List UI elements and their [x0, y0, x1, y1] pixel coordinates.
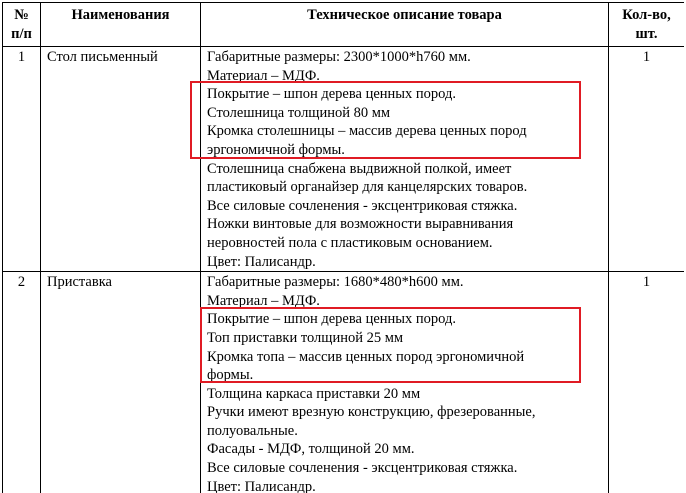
desc-line: эргономичной формы. [207, 141, 345, 158]
desc-line: Материал – МДФ. [207, 292, 320, 309]
desc-line: Габаритные размеры: 1680*480*h600 мм. [207, 274, 464, 291]
desc-line: полуовальные. [207, 422, 298, 439]
desc-line: Кромка топа – массив ценных пород эргономичной [207, 348, 525, 365]
desc-line: Ручки имеют врезную конструкцию, фрезерованные, [207, 404, 536, 421]
row-number: 1 [3, 47, 41, 272]
item-quantity: 1 [609, 272, 685, 493]
desc-line: Покрытие – шпон дерева ценных пород. [207, 311, 456, 328]
desc-line: неровностей пола с пластиковым основанием. [207, 234, 493, 251]
desc-line: Столешница снабжена выдвижной полкой, имеет [207, 160, 512, 177]
header-desc: Техническое описание товара [201, 3, 609, 47]
item-description [201, 47, 609, 272]
desc-line: Ножки винтовые для возможности выравнивания [207, 216, 514, 233]
header-num: № п/п [3, 3, 41, 47]
table-row [3, 272, 685, 493]
desc-line: Все силовые сочленения - эксцентриковая стяжка. [207, 460, 518, 477]
desc-line: Кромка столешницы – массив дерева ценных пород [207, 123, 527, 140]
spec-table [2, 2, 684, 493]
desc-line: Столешница толщиной 80 мм [207, 104, 391, 121]
item-quantity: 1 [609, 47, 685, 272]
desc-line: Фасады - МДФ, толщиной 20 мм. [207, 441, 415, 458]
spec-document [2, 2, 684, 493]
desc-line: Топ приставки толщиной 25 мм [207, 329, 404, 346]
desc-line: формы. [207, 367, 254, 384]
item-name: Приставка [41, 272, 201, 493]
header-row [3, 3, 685, 47]
desc-line: Покрытие – шпон дерева ценных пород. [207, 86, 456, 103]
desc-line: Цвет: Палисандр. [207, 253, 316, 270]
desc-line: Цвет: Палисандр. [207, 478, 316, 493]
desc-line: пластиковый органайзер для канцелярских товаров. [207, 179, 528, 196]
desc-line: Все силовые сочленения - эксцентриковая стяжка. [207, 197, 518, 214]
item-name: Стол письменный [41, 47, 201, 272]
item-description [201, 272, 609, 493]
row-number: 2 [3, 272, 41, 493]
desc-line: Материал – МДФ. [207, 67, 320, 84]
desc-line: Габаритные размеры: 2300*1000*h760 мм. [207, 49, 471, 65]
header-name: Наименования [41, 3, 201, 47]
desc-line: Толщина каркаса приставки 20 мм [207, 385, 421, 402]
header-qty: Кол-во, шт. [609, 3, 685, 47]
table-row [3, 47, 685, 272]
